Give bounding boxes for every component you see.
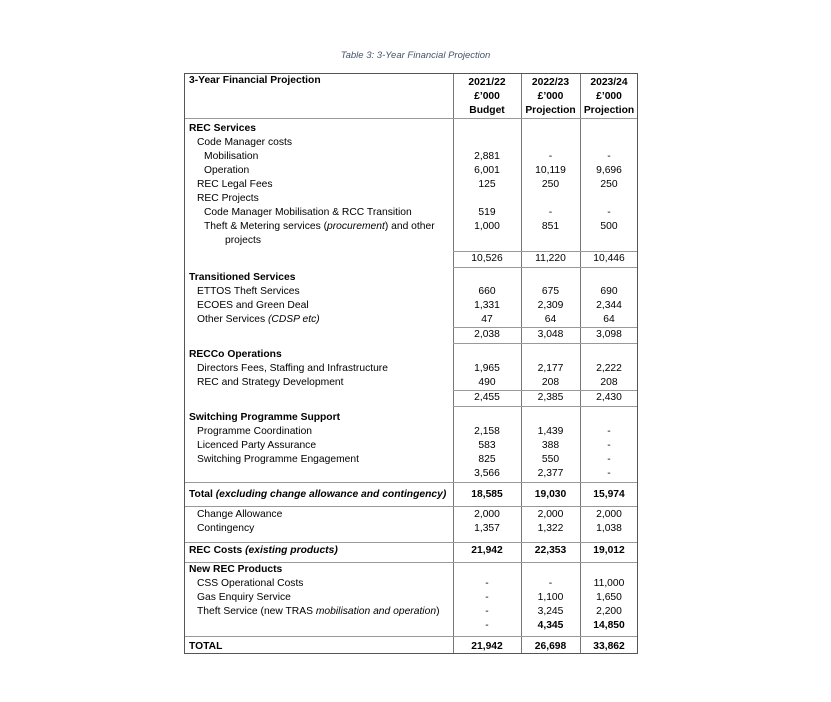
table-row: Other Services (CDSP etc) 47 64 64 xyxy=(197,314,615,325)
section-divider xyxy=(185,542,637,543)
table-caption: Table 3: 3-Year Financial Projection xyxy=(340,50,491,61)
table-row: Change Allowance 2,000 2,000 2,000 xyxy=(197,509,622,520)
table-row: CSS Operational Costs - - 11,000 xyxy=(197,578,625,589)
header-2021-22: 2021/22 £’000 Budget xyxy=(468,77,506,116)
table-row: ETTOS Theft Services 660 675 690 xyxy=(197,286,618,297)
section-divider xyxy=(185,506,637,507)
table-row: Switching Programme Engagement 825 550 - xyxy=(197,454,611,465)
financial-projection-table xyxy=(184,73,638,654)
table-row: Licenced Party Assurance 583 388 - xyxy=(197,440,611,451)
grand-total-row: TOTAL 21,942 26,698 33,862 xyxy=(189,641,625,652)
section-heading: Transitioned Services xyxy=(189,272,296,283)
section-divider xyxy=(185,482,637,483)
table-row: ECOES and Green Deal 1,331 2,309 2,344 xyxy=(197,300,622,311)
section-heading: Switching Programme Support xyxy=(189,412,341,423)
table-row: REC Projects xyxy=(197,193,259,204)
table-row: Programme Coordination 2,158 1,439 - xyxy=(197,426,611,437)
table-row: REC Legal Fees 125 250 250 xyxy=(197,179,618,190)
section-heading: REC Services xyxy=(189,123,256,134)
table-row: Theft & Metering services (procurement) and other 1,000 851 500 xyxy=(204,221,618,232)
header-2023-24: 2023/24 £’000 Projection xyxy=(583,77,635,116)
table-row: Gas Enquiry Service - 1,100 1,650 xyxy=(197,592,622,603)
table-row: Code Manager costs xyxy=(197,137,293,148)
table-row: REC and Strategy Development 490 208 208 xyxy=(197,377,618,388)
header-2022-23: 2022/23 £’000 Projection xyxy=(525,77,576,116)
table-row: Directors Fees, Staffing and Infrastructure 1,965 2,177 2,222 xyxy=(197,363,622,374)
table-row: Code Manager Mobilisation & RCC Transition 519 - - xyxy=(204,207,611,218)
subtotal-row: 2,038 3,048 3,098 xyxy=(474,329,622,340)
subtotal-row: 3,566 2,377 - xyxy=(474,468,611,479)
subtotal-row: 10,526 11,220 10,446 xyxy=(471,253,625,264)
section-heading: New REC Products xyxy=(189,564,283,575)
table-title: 3-Year Financial Projection xyxy=(189,75,321,86)
section-divider xyxy=(185,636,637,637)
subtotal-rule xyxy=(453,343,637,344)
header-divider xyxy=(185,118,637,119)
table-row: Contingency 1,357 1,322 1,038 xyxy=(197,523,622,534)
subtotal-row: - 4,345 14,850 xyxy=(485,620,625,631)
table-row: projects xyxy=(225,235,262,246)
subtotal-row: 2,455 2,385 2,430 xyxy=(474,392,622,403)
table-row: Operation 6,001 10,119 9,696 xyxy=(204,165,622,176)
subtotal-rule xyxy=(453,406,637,407)
section-heading: RECCo Operations xyxy=(189,349,282,360)
subtotal-rule xyxy=(453,267,637,268)
table-row: Mobilisation 2,881 - - xyxy=(204,151,611,162)
rec-costs-row: REC Costs (existing products) 21,942 22,353 19,012 xyxy=(189,545,625,556)
total-excluding-row: Total (excluding change allowance and contingency) 18,585 19,030 15,974 xyxy=(189,489,625,500)
table-row: Theft Service (new TRAS mobilisation and operation) - 3,245 2,200 xyxy=(197,606,622,617)
